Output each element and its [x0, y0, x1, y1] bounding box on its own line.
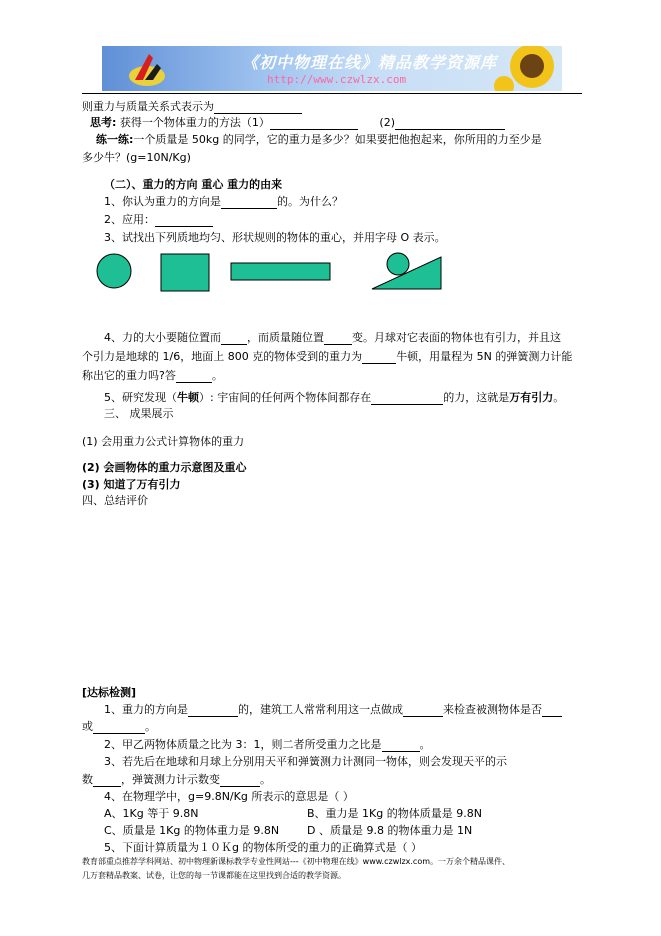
circle-shape: [97, 254, 131, 288]
question-2: 2、应用：: [104, 211, 213, 227]
test-3: 3、若先后在地球和月球上分别用天平和弹簧测力计测同一物体，则会发现天平的示: [104, 755, 507, 768]
banner-title: 《初中物理在线》精品教学资源库: [242, 53, 498, 72]
question-1: 1、你认为重力的方向是 的。为什么？: [104, 195, 343, 208]
site-logo-icon: [127, 50, 167, 88]
test-5: 5、下面计算质量为１０Ｋg 的物体所受的重力的正确算式是（ ）: [104, 841, 422, 854]
test-2: 2、甲乙两物体质量之比为 3：1，则二者所受重力之比是 。: [104, 738, 431, 751]
answer-blank[interactable]: [93, 721, 145, 734]
result-3: (3) 知道了万有引力: [82, 478, 181, 491]
exercise-line: 练一练:一个质量是 50kg 的同学，它的重力是多少？如果要把他抱起来，你所用的力至少是: [96, 133, 542, 146]
answer-blank[interactable]: [188, 704, 238, 717]
test-4: 4、在物理学中，g=9.8N/Kg 所表示的意思是（ ）: [104, 790, 354, 803]
answer-blank[interactable]: [542, 704, 562, 717]
square-shape: [161, 254, 209, 291]
sunflower-icon: [492, 46, 562, 91]
test-3-line-2: 数 ，弹簧测力计示数变 。: [82, 773, 271, 786]
answer-blank[interactable]: [93, 774, 121, 787]
question-4-line-2: 个引力是地球的 1/6，地面上 800 克的物体受到的重力为 牛顿，用量程为 5N 的弹簧测力计能: [82, 350, 573, 363]
answer-blank[interactable]: [221, 196, 277, 209]
answer-blank[interactable]: [214, 101, 302, 114]
answer-blank[interactable]: [324, 332, 352, 345]
question-5: 5、研究发现（牛顿）: 宇宙间的任何两个物体间都存在 的力，这就是万有引力。: [104, 391, 565, 404]
answer-blank[interactable]: [270, 117, 358, 130]
header-divider: [82, 93, 582, 94]
test-1-line-2: 或 。: [82, 720, 156, 733]
exercise-line-2: 多少牛？(g=10N/Kg): [82, 151, 191, 164]
answer-blank[interactable]: [371, 392, 443, 405]
answer-blank[interactable]: [220, 774, 260, 787]
answer-blank[interactable]: [221, 332, 247, 345]
answer-blank[interactable]: [395, 117, 505, 130]
section-title: （二）、重力的方向 重心 重力的由来: [104, 178, 283, 191]
answer-blank[interactable]: [382, 739, 420, 752]
section-4-title: 四、总结评价: [82, 494, 148, 507]
option-c[interactable]: C、质量是 1Kg 的物体重力是 9.8N: [104, 824, 280, 837]
think-line: 思考: 获得一个物体重力的方法（1） (2): [90, 114, 505, 130]
question-4-line-3: 称出它的重力吗?答 。: [82, 369, 223, 382]
option-a[interactable]: A、1Kg 等于 9.8N: [104, 807, 199, 820]
result-1: (1) 会用重力公式计算物体的重力: [82, 435, 245, 448]
question-3: 3、试找出下列质地均匀、形状规则的物体的重心，并用字母 O 表示。: [104, 231, 446, 244]
section-3-title: 三、 成果展示: [104, 407, 174, 420]
test-1: 1、重力的方向是 的，建筑工人常常利用这一点做成 来检查被测物体是否: [104, 701, 562, 717]
shapes-figure: [95, 251, 455, 296]
footer-line-1: 教育部重点推荐学科网站、初中物理新课标教学专业性网站---《初中物理在线》www.czwlzx.com。一万余个精品课件、: [82, 857, 511, 866]
option-d[interactable]: D 、质量是 9.8 的物体重力是 1N: [307, 824, 473, 837]
footer-line-2: 几万套精品教案、试卷，让您的每一节课都能在这里找到合适的教学资源。: [82, 871, 346, 880]
banner-url[interactable]: http://www.czwlzx.com: [267, 73, 407, 86]
question-4: 4、力的大小要随位置而 ，而质量随位置 变。月球对它表面的物体也有引力，并且这: [104, 331, 561, 344]
answer-blank[interactable]: [362, 351, 396, 364]
answer-blank[interactable]: [403, 704, 443, 717]
option-b[interactable]: B、重力是 1Kg 的物体质量是 9.8N: [307, 807, 482, 820]
answer-blank[interactable]: [155, 214, 213, 227]
header-banner: [102, 46, 562, 91]
answer-blank[interactable]: [176, 370, 212, 383]
test-title: [达标检测]: [82, 686, 137, 699]
bar-shape: [231, 263, 330, 280]
result-2: (2) 会画物体的重力示意图及重心: [82, 461, 247, 474]
formula-line: 则重力与质量关系式表示为: [82, 98, 302, 114]
ball-shape: [387, 253, 409, 275]
